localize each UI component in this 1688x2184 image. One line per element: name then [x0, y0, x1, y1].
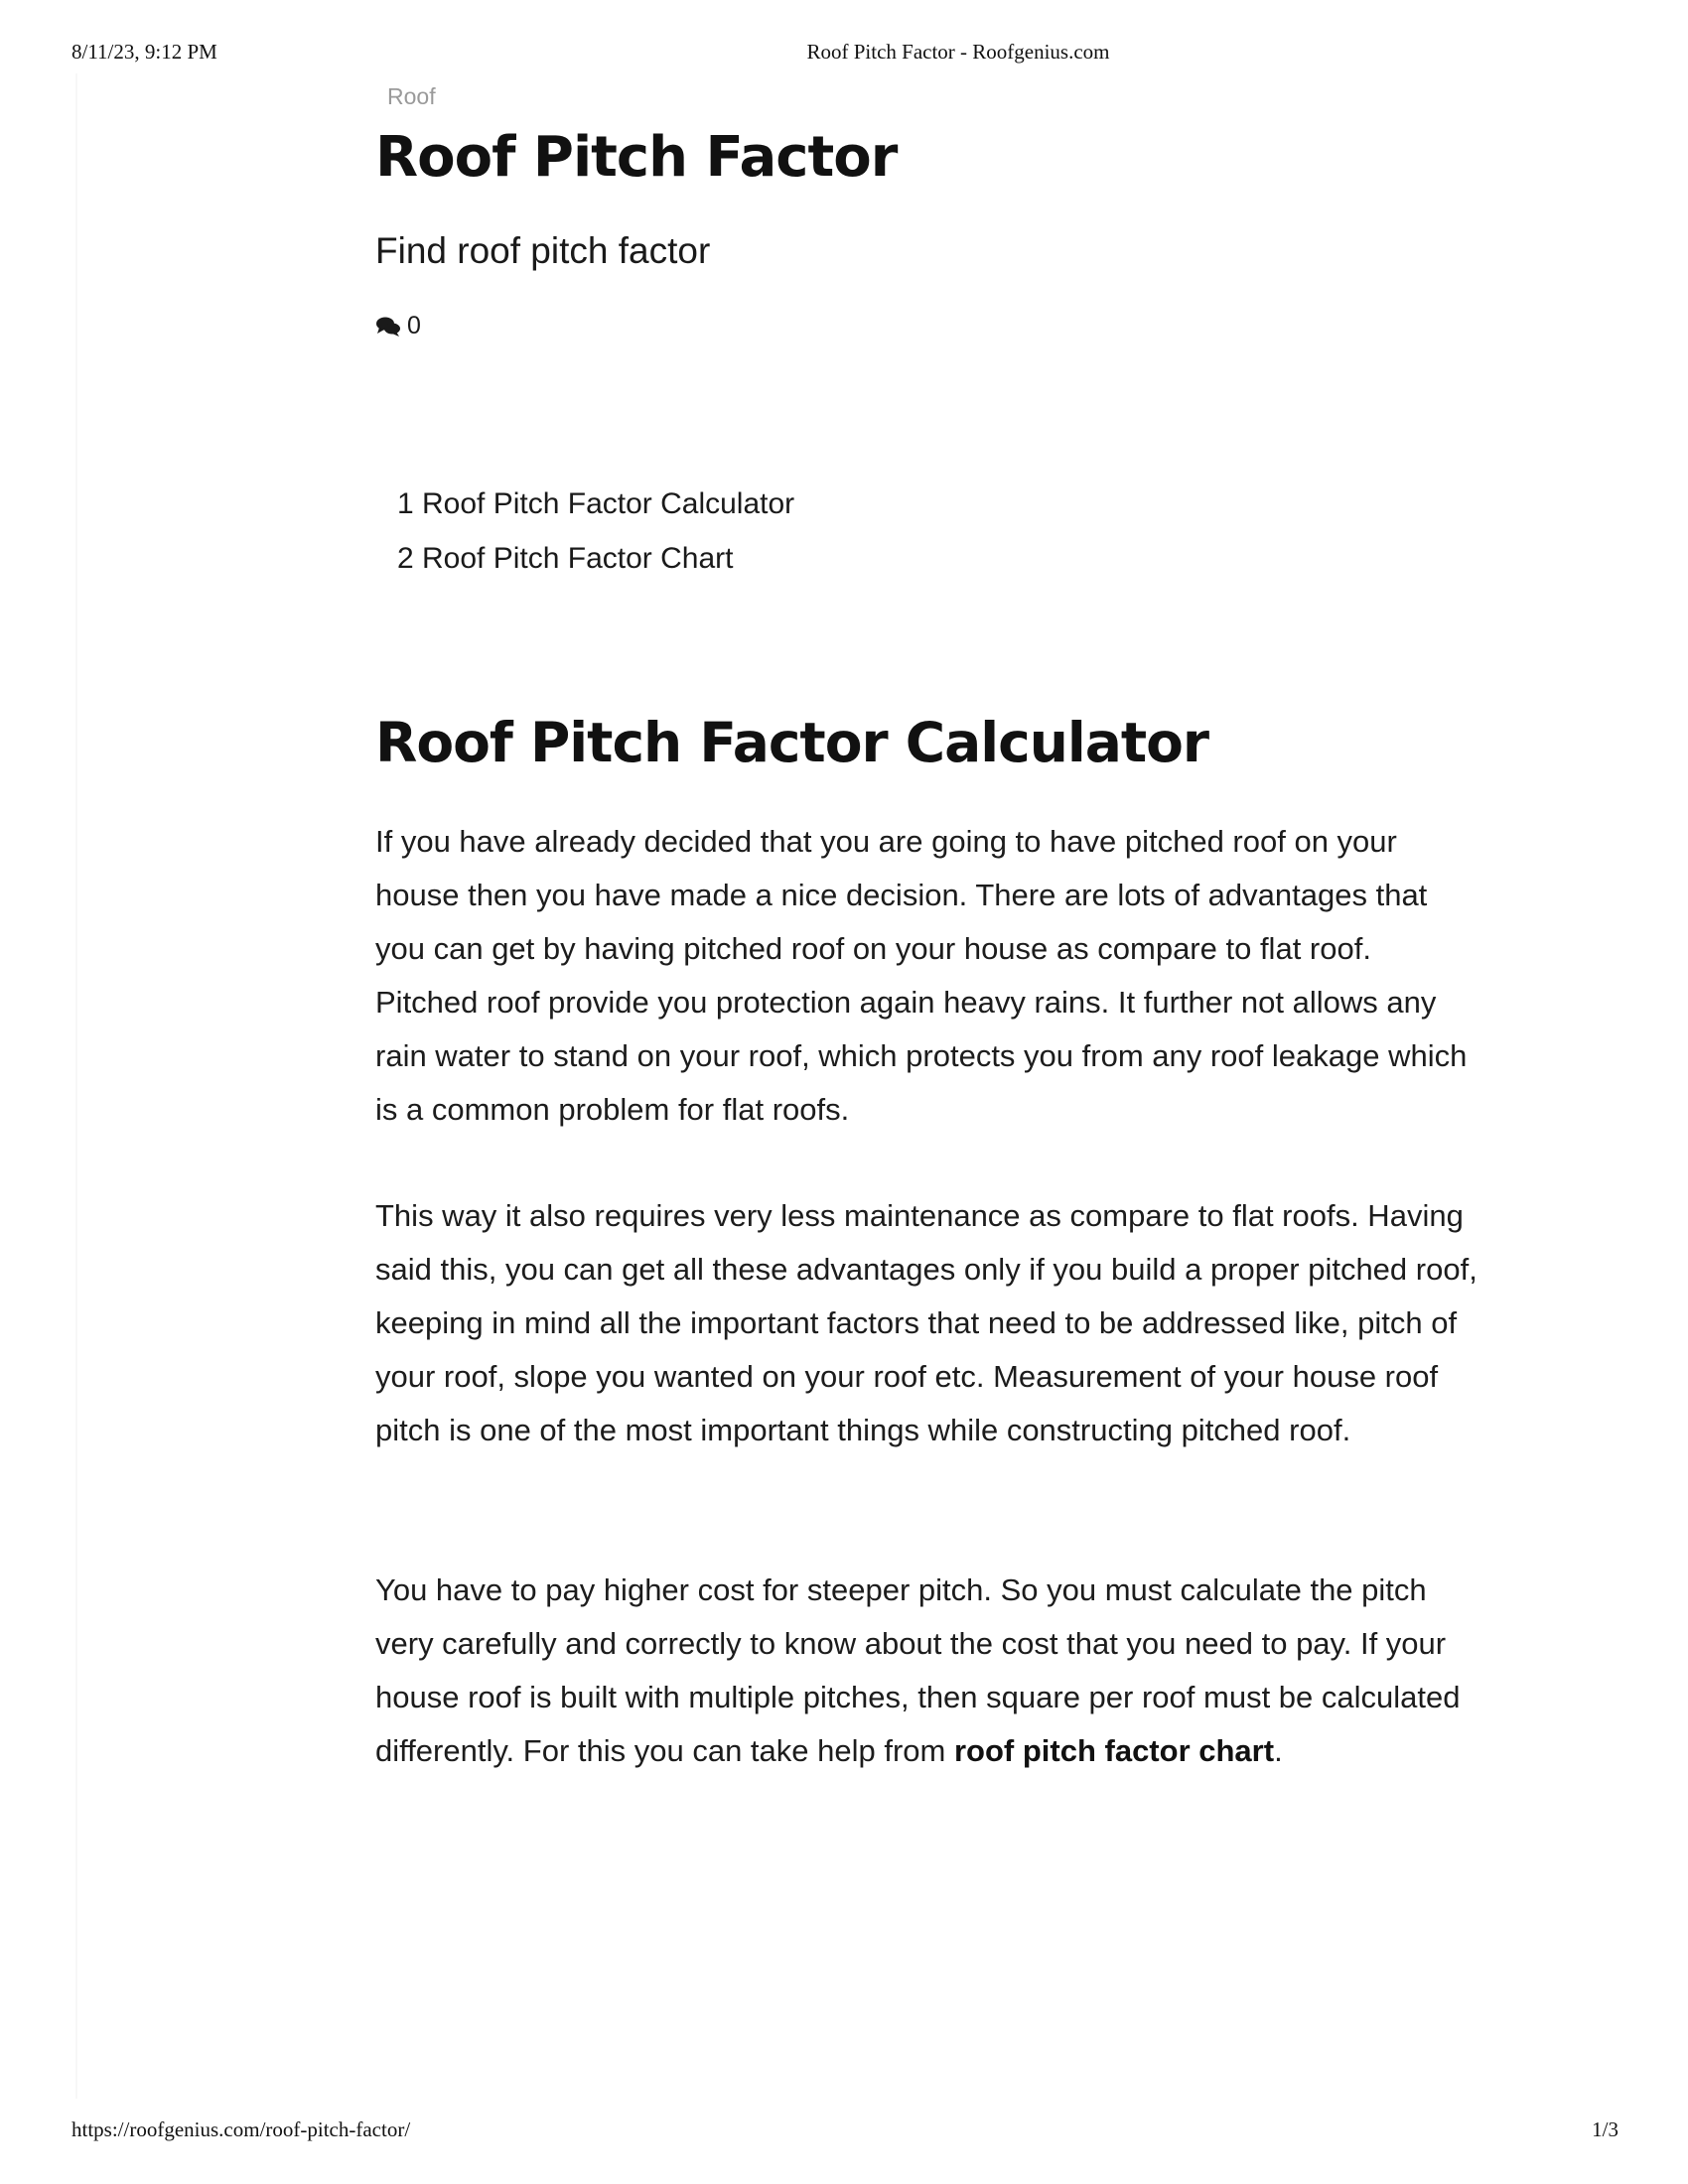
paragraph-text: You have to pay higher cost for steeper pitch. So you must calculate the pitch very carefully and correctly to know about the cost that you need to pay. If your house roof is built with multiple pitches, then square per roof must be calculated differently. For this you can take help from: [375, 1572, 1461, 1768]
print-url: https://roofgenius.com/roof-pitch-factor/: [71, 2117, 411, 2141]
bold-phrase: roof pitch factor chart: [953, 1733, 1275, 1768]
comments-icon: [375, 316, 401, 338]
page-subtitle: Find roof pitch factor: [375, 230, 711, 271]
print-page-number: 1/3: [1592, 2117, 1618, 2141]
page-sheet: [75, 73, 1615, 2099]
toc-item: [397, 484, 794, 539]
comment-count-link[interactable]: [375, 312, 421, 341]
paragraph: This way it also requires very less maintenance as compare to flat roofs. Having said this, you can get all these advantages only if you build a proper pitched roof, keeping in mind all the important factors that need to be addressed like, pitch of your roof, slope you wanted on your roof etc. Measurement of your house roof pitch is one of the most important things while constructing pitched roof.: [375, 1198, 1477, 1447]
print-header: [0, 40, 1688, 69]
table-of-contents: [397, 484, 794, 594]
toc-item: [397, 539, 794, 594]
paragraph: If you have already decided that you are going to have pitched roof on your house then you have made a nice decision. There are lots of advantages that you can get by having pitched roof on your house as compare to flat roof. Pitched roof provide you protection again heavy rains. It further not allows any rain water to stand on your roof, which protects you from any roof leakage which is a common problem for flat roofs.: [375, 824, 1468, 1127]
print-footer: [0, 2117, 1688, 2147]
category-link[interactable]: Roof: [387, 83, 436, 109]
comment-count: 0: [407, 312, 421, 340]
toc-link-chart[interactable]: 2 Roof Pitch Factor Chart: [397, 542, 734, 575]
paragraph-end: .: [1274, 1733, 1283, 1768]
toc-link-calculator[interactable]: 1 Roof Pitch Factor Calculator: [397, 487, 795, 520]
print-document-title: Roof Pitch Factor - Roofgenius.com: [806, 40, 1110, 64]
paragraph: [375, 1564, 1477, 1778]
print-date: 8/11/23, 9:12 PM: [71, 40, 217, 64]
page-title: Roof Pitch Factor: [375, 125, 898, 190]
section-heading: Roof Pitch Factor Calculator: [375, 711, 1209, 774]
